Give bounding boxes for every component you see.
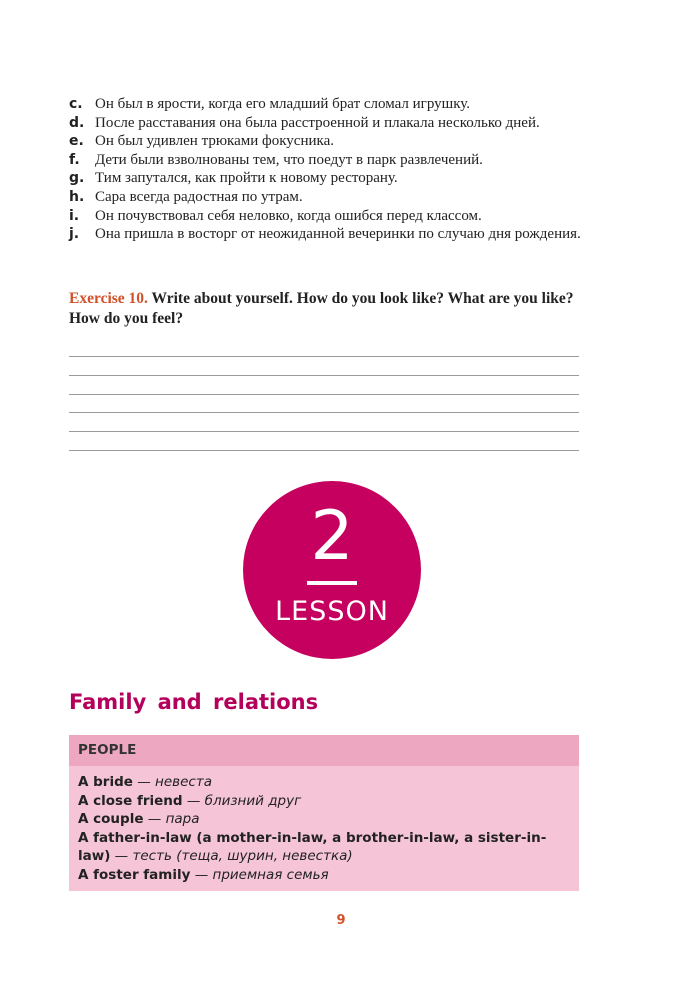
vocab-header: PEOPLE — [69, 735, 579, 766]
item-letter: j. — [69, 226, 80, 243]
exercise-item-g — [69, 169, 589, 188]
writing-line[interactable] — [69, 412, 579, 413]
vocab-translation: близний друг — [204, 792, 302, 809]
item-text: Она пришла в восторг от неожиданной вечеринки по случаю дня рождения. — [95, 226, 581, 243]
exercise-item-d — [69, 114, 589, 133]
vocab-translation: невеста — [155, 774, 212, 790]
exercise-item-h — [69, 188, 589, 207]
vocab-entry — [78, 829, 570, 866]
exercise-item-list — [69, 95, 589, 244]
vocab-translation: тесть (теща, шурин, невестка) — [132, 848, 353, 865]
writing-line[interactable] — [69, 356, 579, 357]
vocab-term: A couple — [78, 811, 144, 828]
vocab-translation: пара — [165, 811, 200, 828]
item-letter: i. — [69, 207, 80, 224]
item-letter: h. — [69, 188, 85, 205]
writing-line[interactable] — [69, 375, 579, 376]
writing-line[interactable] — [69, 431, 579, 432]
vocab-term: A bride — [78, 774, 133, 790]
vocab-entry — [78, 773, 570, 792]
vocab-entry — [78, 792, 570, 811]
vocab-dash: — — [190, 866, 213, 883]
exercise-prompt: Write about yourself. How do you look like? What are you like? How do you feel? — [69, 290, 574, 327]
vocab-entry — [78, 810, 570, 829]
vocab-term: A close friend — [78, 792, 183, 809]
lesson-number: 2 — [310, 497, 354, 576]
item-text: Он был удивлен трюками фокусника. — [95, 133, 334, 150]
vocab-term: A father-in-law (a mother-in-law, a brother-in-law, a sister-in-law) — [78, 829, 547, 865]
writing-line[interactable] — [69, 450, 579, 451]
item-letter: c. — [69, 96, 83, 112]
item-letter: f. — [69, 151, 80, 168]
exercise-item-e — [69, 132, 589, 151]
exercise-item-f — [69, 151, 589, 170]
vocab-dash: — — [132, 774, 156, 790]
exercise-item-c — [69, 95, 589, 114]
item-letter: e. — [69, 133, 84, 150]
item-text: Сара всегда радостная по утрам. — [95, 188, 303, 205]
item-text: Он был в ярости, когда его младший брат сломал игрушку. — [95, 96, 471, 112]
lesson-badge — [243, 481, 421, 659]
section-title: Family and relations — [69, 690, 319, 714]
vocab-term: A foster family — [78, 866, 191, 883]
vocab-dash: — — [182, 792, 205, 809]
vocab-entry — [78, 866, 570, 885]
page-number: 9 — [336, 913, 346, 928]
exercise-number: Exercise 10. — [69, 290, 148, 307]
vocab-translation: приемная семья — [212, 866, 329, 883]
vocab-dash: — — [143, 811, 166, 828]
vocab-list — [69, 766, 579, 885]
exercise-item-i — [69, 207, 589, 226]
item-text: Дети были взволнованы тем, что поедут в парк развлечений. — [95, 151, 483, 168]
item-letter: g. — [69, 170, 85, 187]
lesson-label: LESSON — [275, 596, 389, 627]
item-text: После расставания она была расстроенной и плакала несколько дней. — [95, 114, 540, 131]
writing-lines — [69, 356, 579, 469]
item-text: Тим запутался, как пройти к новому ресторану. — [95, 170, 398, 187]
lesson-divider — [307, 581, 357, 585]
item-letter: d. — [69, 114, 85, 131]
exercise-10-heading — [69, 289, 589, 329]
vocab-dash: — — [110, 848, 133, 865]
vocab-box — [69, 735, 579, 891]
writing-line[interactable] — [69, 394, 579, 395]
item-text: Он почувствовал себя неловко, когда ошибся перед классом. — [95, 207, 482, 224]
exercise-item-j — [69, 225, 589, 244]
